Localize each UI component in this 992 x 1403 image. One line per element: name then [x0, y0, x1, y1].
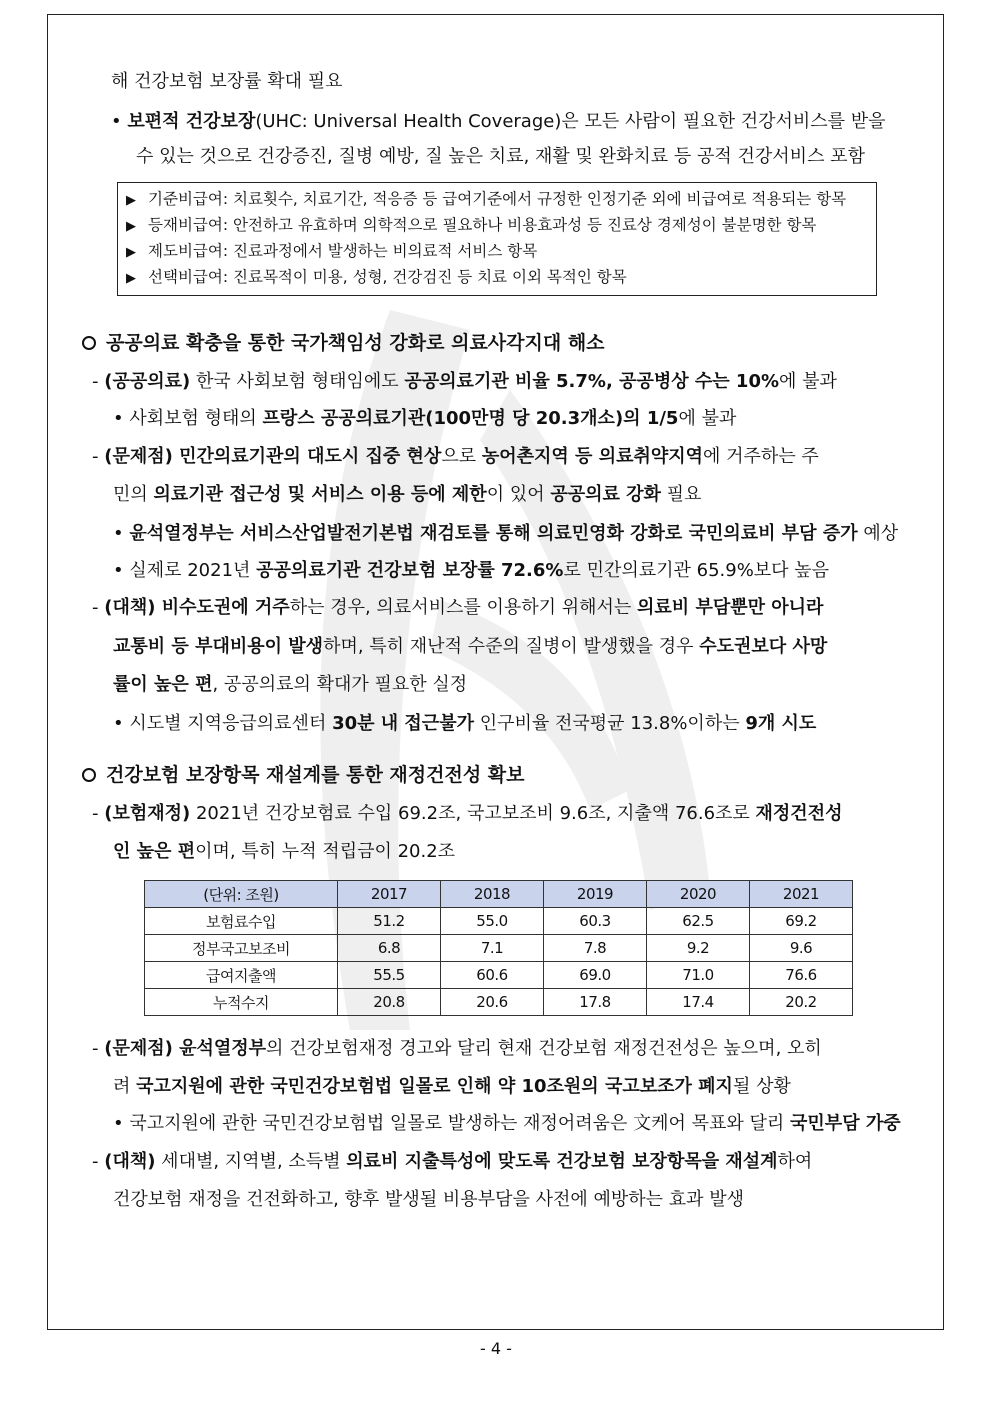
table-row — [145, 989, 853, 1016]
table-cell: 55.5 — [338, 962, 441, 989]
table-cell: 60.3 — [544, 908, 647, 935]
uhc-bullet-line2: 수 있는 것으로 건강증진, 질병 예방, 질 높은 치료, 재활 및 완화치료 등 공적 건강서비스 포함 — [136, 146, 865, 167]
s1-line8: 교통비 등 부대비용이 발생하며, 특히 재난적 수준의 질병이 발생했을 경우 수도권보다 사망 — [113, 636, 828, 657]
intro-line: 해 건강보험 보장률 확대 필요 — [111, 71, 343, 92]
s1-line10: • 시도별 지역응급의료센터 30분 내 접근불가 인구비율 전국평균 13.8%이하는 9개 시도 — [113, 713, 817, 734]
note-text: 기준비급여: 치료횟수, 치료기간, 적응증 등 급여기준에서 규정한 인정기준 외에 비급여로 적용되는 항목 — [148, 190, 847, 208]
table-year-header: 2017 — [338, 881, 441, 908]
table-cell: 76.6 — [750, 962, 853, 989]
section-title-insurance-finance: 건강보험 보장항목 재설계를 통한 재정건전성 확보 — [82, 762, 525, 788]
table-row-label: 급여지출액 — [145, 962, 338, 989]
table-cell: 7.1 — [441, 935, 544, 962]
table-header-row — [145, 881, 853, 908]
s1-line3: - (문제점) 민간의료기관의 대도시 집중 현상으로 농어촌지역 등 의료취약지역에 거주하는 주 — [92, 446, 819, 467]
uhc-text1: (UHC: Universal Health Coverage)은 모든 사람이 필요한 건강서비스를 받을 — [255, 111, 886, 132]
note-item — [126, 239, 876, 265]
table-year-header: 2018 — [441, 881, 544, 908]
non-covered-definition-box — [117, 182, 877, 296]
table-year-header: 2021 — [750, 881, 853, 908]
table-cell: 60.6 — [441, 962, 544, 989]
s1-line6: • 실제로 2021년 공공의료기관 건강보험 보장률 72.6%로 민간의료기관 65.9%보다 높음 — [113, 560, 830, 581]
triangle-bullet-icon: ▶ — [126, 193, 136, 208]
table-cell: 69.2 — [750, 908, 853, 935]
table-cell: 51.2 — [338, 908, 441, 935]
section-title-public-health: 공공의료 확충을 통한 국가책임성 강화로 의료사각지대 해소 — [82, 330, 605, 356]
table-cell: 20.8 — [338, 989, 441, 1016]
table-cell: 17.4 — [647, 989, 750, 1016]
table-cell: 55.0 — [441, 908, 544, 935]
table-cell: 62.5 — [647, 908, 750, 935]
s1-line5: • 윤석열정부는 서비스산업발전기본법 재검토를 통해 의료민영화 강화로 국민의료비 부담 증가 예상 — [113, 523, 899, 544]
uhc-term: 보편적 건강보장 — [127, 111, 256, 132]
note-item — [126, 213, 876, 239]
table-unit-header: (단위: 조원) — [145, 881, 338, 908]
note-item — [126, 265, 876, 291]
table-cell: 17.8 — [544, 989, 647, 1016]
table-row-label: 보험료수입 — [145, 908, 338, 935]
s1-line2: • 사회보험 형태의 프랑스 공공의료기관(100만명 당 20.3개소)의 1/5에 불과 — [113, 408, 737, 429]
note-item — [126, 187, 876, 213]
page-number: - 4 - — [480, 1339, 512, 1358]
s2-line3: - (문제점) 윤석열정부의 건강보험재정 경고와 달리 현재 건강보험 재정건전성은 높으며, 오히 — [92, 1038, 822, 1059]
s1-line7: - (대책) 비수도권에 거주하는 경우, 의료서비스를 이용하기 위해서는 의료비 부담뿐만 아니라 — [92, 597, 824, 618]
table-row-label: 누적수지 — [145, 989, 338, 1016]
s2-line5: • 국고지원에 관한 국민건강보험법 일몰로 발생하는 재정어려움은 文케어 목표와 달리 국민부담 가중 — [113, 1113, 901, 1134]
table-row — [145, 935, 853, 962]
triangle-bullet-icon: ▶ — [126, 271, 136, 286]
table-cell: 20.6 — [441, 989, 544, 1016]
triangle-bullet-icon: ▶ — [126, 219, 136, 234]
table-cell: 6.8 — [338, 935, 441, 962]
table-year-header: 2020 — [647, 881, 750, 908]
s2-line4: 려 국고지원에 관한 국민건강보험법 일몰로 인해 약 10조원의 국고보조가 폐지될 상황 — [113, 1076, 791, 1097]
note-text: 제도비급여: 진료과정에서 발생하는 비의료적 서비스 항목 — [148, 242, 538, 260]
note-text: 선택비급여: 진료목적이 미용, 성형, 건강검진 등 치료 이외 목적인 항목 — [148, 268, 627, 286]
note-text: 등재비급여: 안전하고 유효하며 의학적으로 필요하나 비용효과성 등 진료상 경제성이 불분명한 항목 — [148, 216, 817, 234]
table-row — [145, 908, 853, 935]
s2-line6: - (대책) 세대별, 지역별, 소득별 의료비 지출특성에 맞도록 건강보험 보장항목을 재설계하여 — [92, 1151, 813, 1172]
s2-line1: - (보험재정) 2021년 건강보험료 수입 69.2조, 국고보조비 9.6조, 지출액 76.6조로 재정건전성 — [92, 803, 843, 824]
table-cell: 71.0 — [647, 962, 750, 989]
triangle-bullet-icon: ▶ — [126, 245, 136, 260]
s1-line9: 률이 높은 편, 공공의료의 확대가 필요한 실정 — [113, 674, 468, 695]
circle-bullet-icon — [82, 336, 96, 350]
table-cell: 9.6 — [750, 935, 853, 962]
table-cell: 20.2 — [750, 989, 853, 1016]
table-cell: 9.2 — [647, 935, 750, 962]
s1-line1: - (공공의료) 한국 사회보험 형태임에도 공공의료기관 비율 5.7%, 공공병상 수는 10%에 불과 — [92, 371, 837, 392]
uhc-bullet-line1: • 보편적 건강보장(UHC: Universal Health Coverage)은 모든 사람이 필요한 건강서비스를 받을 — [111, 111, 886, 132]
s2-line2: 인 높은 편이며, 특히 누적 적립금이 20.2조 — [113, 841, 456, 862]
table-year-header: 2019 — [544, 881, 647, 908]
s1-line4: 민의 의료기관 접근성 및 서비스 이용 등에 제한이 있어 공공의료 강화 필요 — [113, 484, 702, 505]
table-cell: 7.8 — [544, 935, 647, 962]
table-row — [145, 962, 853, 989]
circle-bullet-icon — [82, 768, 96, 782]
table-cell: 69.0 — [544, 962, 647, 989]
table-row-label: 정부국고보조비 — [145, 935, 338, 962]
s2-line7: 건강보험 재정을 건전화하고, 향후 발생될 비용부담을 사전에 예방하는 효과 발생 — [113, 1189, 745, 1210]
insurance-finance-table — [144, 880, 853, 1016]
